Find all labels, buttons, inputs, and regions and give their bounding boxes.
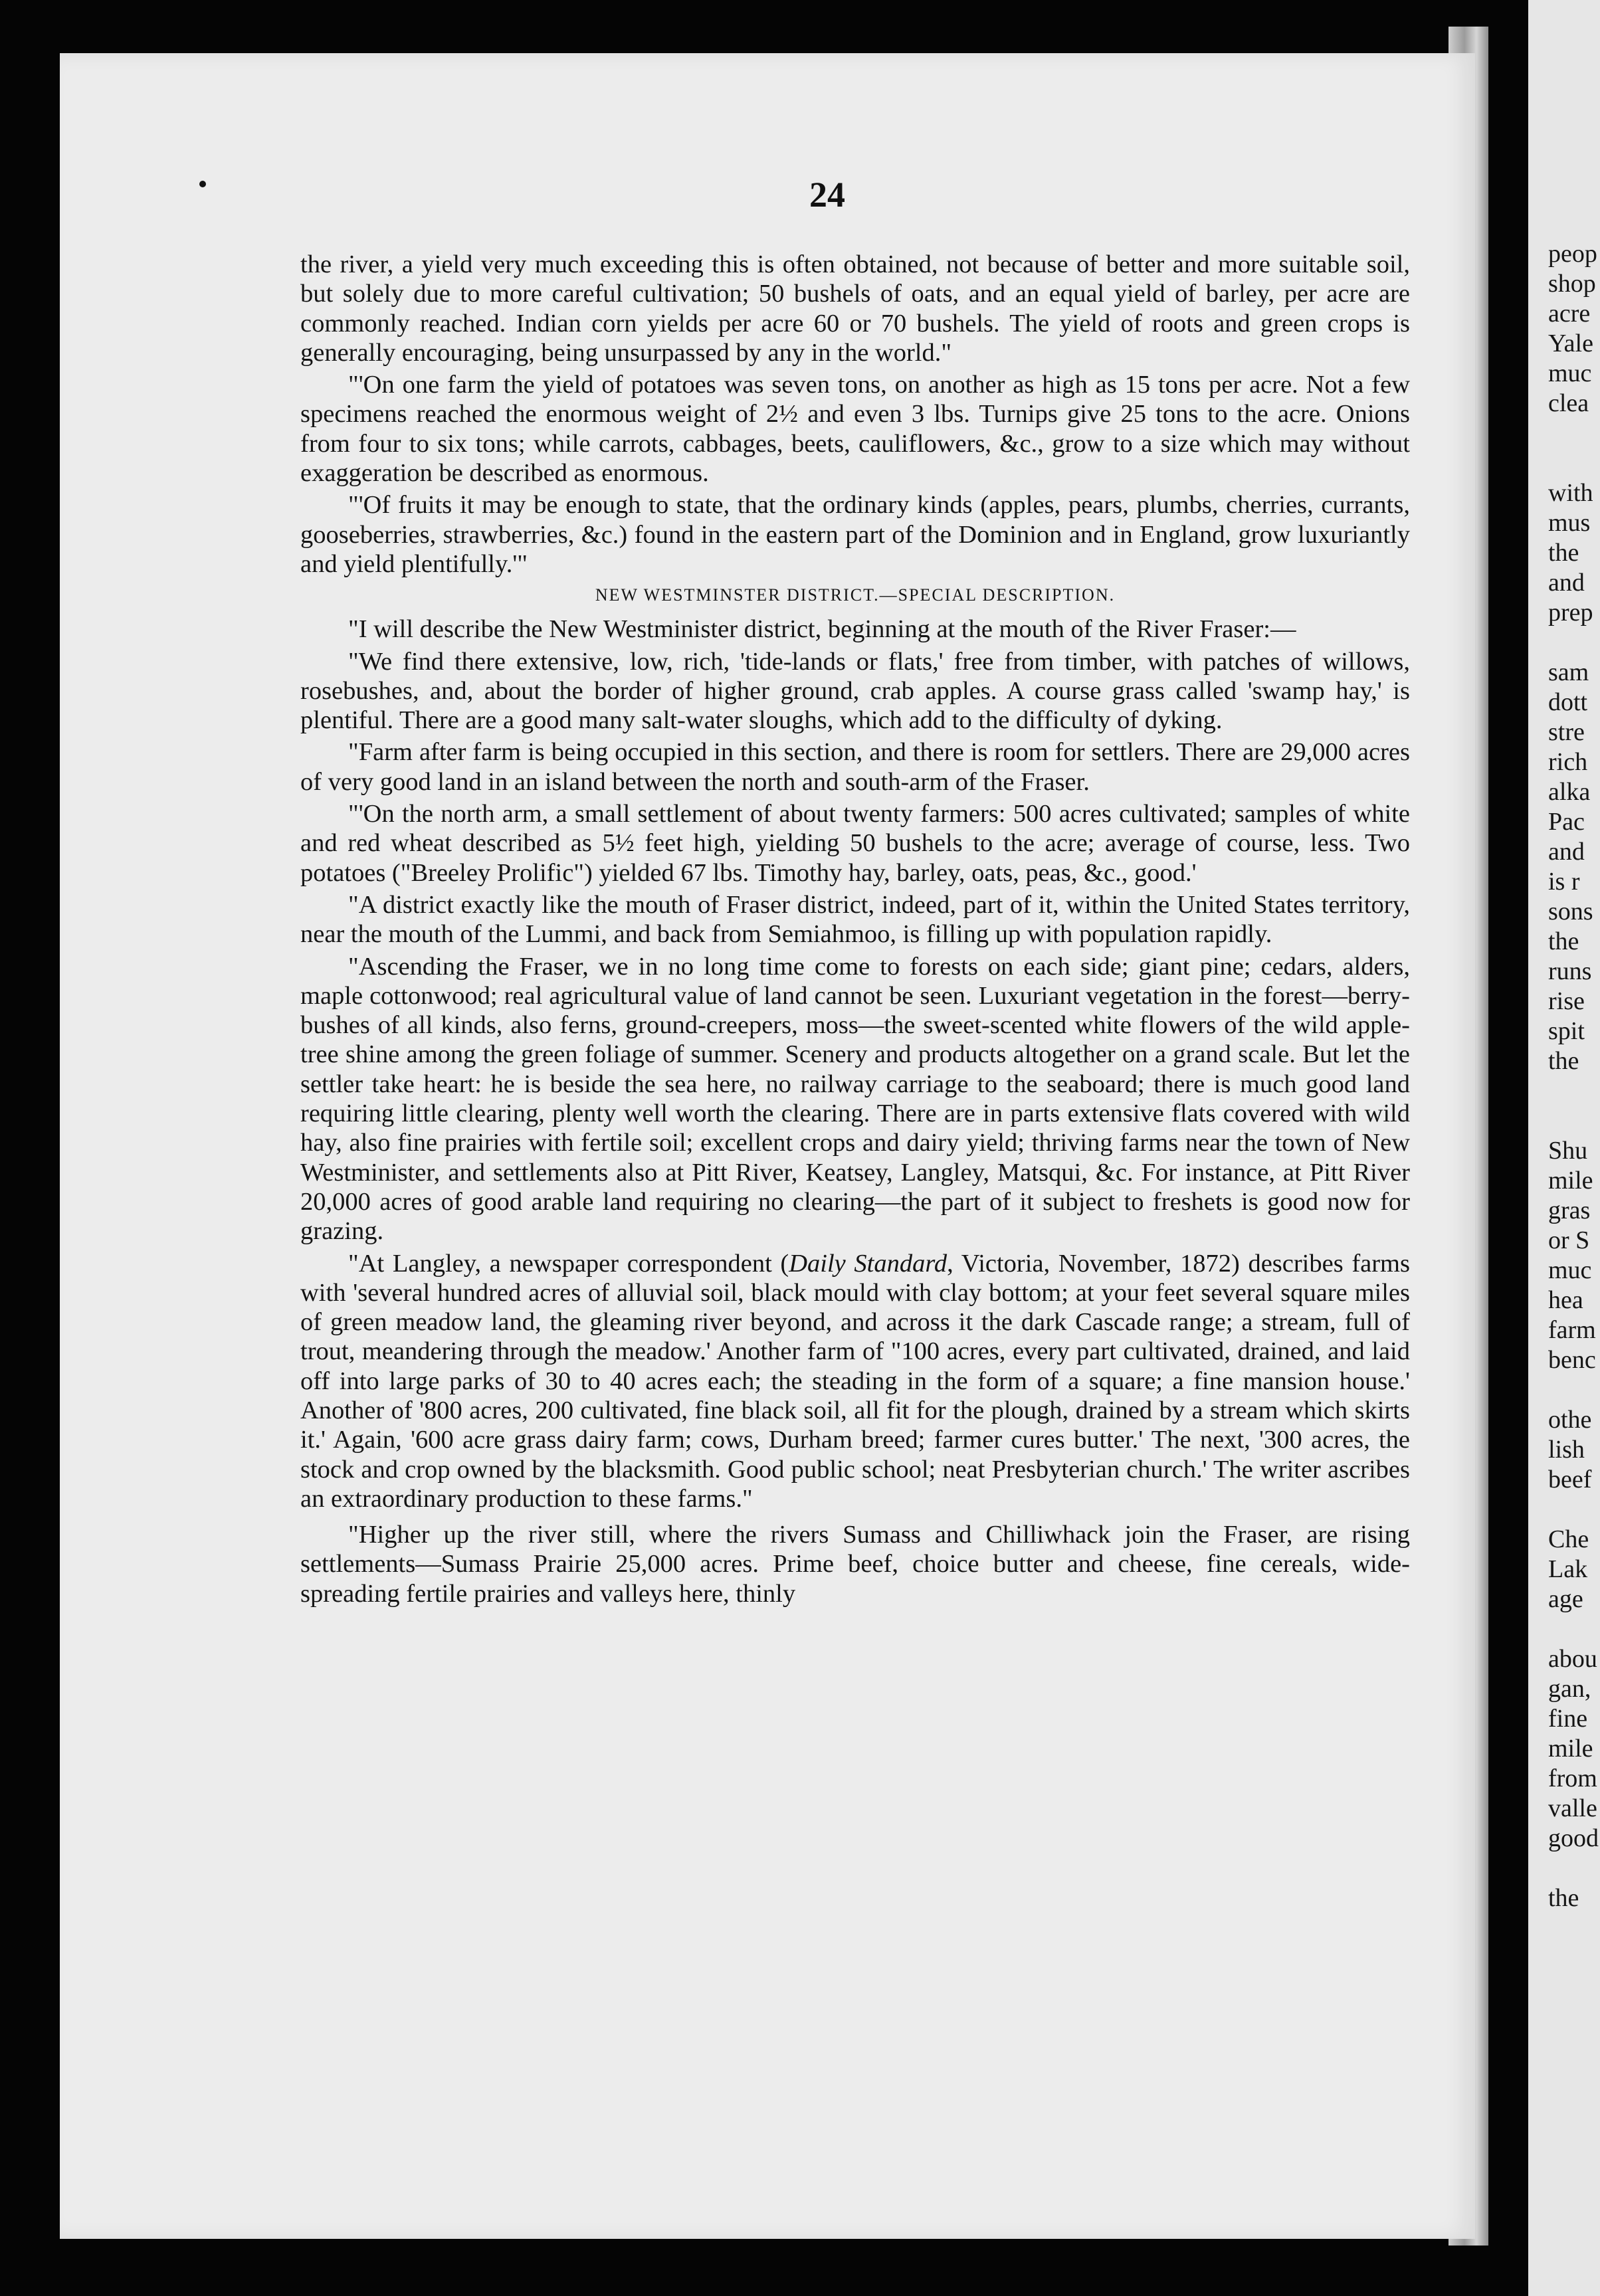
facing-page-fragment: acre xyxy=(1548,300,1591,328)
facing-page-fragment: mile xyxy=(1548,1735,1593,1763)
facing-page-fragment: gras xyxy=(1548,1196,1591,1224)
facing-page-fragment xyxy=(1548,1854,1600,1883)
facing-page-fragment: farm xyxy=(1548,1316,1596,1344)
body-paragraph: "Higher up the river still, where the rivers Sumass and Chilliwhack join the Fraser, are rising settlements—Sumass Prairie 25,000 acres. Prime beef, choice butter and cheese, fine cereals, wide-spreading fertile prairies and valleys here, thinly xyxy=(300,1521,1410,1608)
body-paragraph: "'On one farm the yield of potatoes was seven tons, on another as high as 15 tons per acre. Not a few specimens reached the enormous weight of 2½ and even 3 lbs. Turnips give 25 tons to the acre. Onions from four to six tons; while carrots, cabbages, beets, cauliflowers, &c., grow to a size which may without exaggeration be described as enormous. xyxy=(300,371,1410,488)
facing-page-fragment: stre xyxy=(1548,718,1585,746)
facing-page-fragment: the xyxy=(1548,1884,1579,1912)
facing-page-fragment: Pac xyxy=(1548,808,1585,836)
body-paragraph: "'On the north arm, a small settlement of about twenty farmers: 500 acres cultivated; samples of white and red wheat described as 5½ feet high, yielding 50 bushels to the acre; average of course, less. Two potatoes ("Breeley Prolific") yielded 67 lbs. Timothy hay, barley, oats, peas, &c., good.' xyxy=(300,800,1410,887)
facing-page-fragment: Che xyxy=(1548,1525,1589,1553)
facing-page-fragment: alka xyxy=(1548,778,1591,806)
facing-page-fragment: from xyxy=(1548,1765,1597,1792)
page-number: 24 xyxy=(809,175,845,215)
facing-page-fragment: beef xyxy=(1548,1466,1592,1493)
facing-page-fragment: and xyxy=(1548,838,1585,866)
facing-page-fragment: sam xyxy=(1548,658,1589,686)
facing-page-fragment xyxy=(1548,1375,1600,1405)
facing-page-fragment: rich xyxy=(1548,748,1588,776)
facing-page-fragment: valle xyxy=(1548,1794,1597,1822)
body-paragraph: "Ascending the Fraser, we in no long time come to forests on each side; giant pine; cedars, alders, maple cottonwood; real agricultural value of land cannot be seen. Luxuriant vegetation in the forest—berry-bushes of all kinds, also ferns, ground-creepers, moss—the sweet-scented white flowers of the wild apple-tree shine among the green foliage of summer. Scenery and products altogether on a grand scale. But let the settler take heart: he is beside the sea here, no railway carriage to the seaboard; there is much good land requiring little clearing, plenty well worth the clearing. There are in parts extensive flats covered with wild hay, also fine prairies with fertile soil; excellent crops and dairy yield; thriving farms near the town of New Westminister, and settlements also at Pitt River, Keatsey, Langley, Matsqui, &c. For instance, at Pitt River 20,000 acres of good arable land requiring no clearing—the part of it subject to freshets is good now for grazing. xyxy=(300,952,1410,1246)
text-run: "At Langley, a newspaper correspondent ( xyxy=(348,1249,789,1278)
facing-page-fragment: with xyxy=(1548,479,1593,507)
newspaper-title: Daily Standard xyxy=(789,1249,948,1278)
facing-page-fragment: good xyxy=(1548,1824,1599,1852)
body-paragraph: "I will describe the New Westminister district, beginning at the mouth of the River Fraser:— xyxy=(348,615,1296,644)
facing-page-fragment: prep xyxy=(1548,599,1593,626)
facing-page-fragment xyxy=(1548,448,1600,478)
facing-page-fragment: Shu xyxy=(1548,1137,1588,1165)
body-paragraph: the river, a yield very much exceeding this is often obtained, not because of better and more suitable soil, but solely due to more careful cultivation; 50 bushels of oats, and an equal yield of barley, per acre are commonly reached. Indian corn yields per acre 60 or 70 bushels. The yield of roots and green crops is generally encouraging, being unsurpassed by any in the world." xyxy=(300,250,1410,367)
facing-page-fragment: othe xyxy=(1548,1406,1592,1434)
facing-page-fragment: benc xyxy=(1548,1346,1596,1374)
fragment-gap xyxy=(1548,1106,1600,1136)
facing-page-fragment: or S xyxy=(1548,1226,1590,1254)
facing-page-fragment: rise xyxy=(1548,987,1585,1015)
facing-page-fragment: shop xyxy=(1548,270,1596,298)
facing-page-fragment xyxy=(1548,628,1600,658)
section-heading: NEW WESTMINSTER DISTRICT.—SPECIAL DESCRIPTION. xyxy=(595,585,1116,605)
body-paragraph: "We find there extensive, low, rich, 'tide-lands or flats,' free from timber, with patches of willows, rosebushes, and, about the border of higher ground, crab apples. A course grass called 'swamp hay,' is plentiful. There are a good many salt-water sloughs, which add to the difficulty of dyking. xyxy=(300,647,1410,735)
body-paragraph: "A district exactly like the mouth of Fraser district, indeed, part of it, within the United States territory, near the mouth of the Lummi, and back from Semiahmoo, is filling up with population rapidly. xyxy=(300,890,1410,949)
text-run: , Victoria, November, 1872) describes farms with 'several hundred acres of alluvial soil, black mould with clay bottom; at your feet several square miles of green meadow land, the gleaming river beyond, and across it the dark Cascade range; a stream, full of trout, meandering through the meadow.' Another farm of "100 acres, every part cultivated, drained, and laid off into large parks of 30 to 40 acres each; the steading in the form of a square; a fine mansion house.' Another of '800 acres, 200 cultivated, fine black soil, all fit for the plough, drained by a stream which skirts it.' Again, '600 acre grass dairy farm; cows, Durham breed; farmer cures butter.' The next, '300 acres, the stock and crop owned by the blacksmith. Good public school; neat Presbyterian church.' The writer ascribes an extraordinary production to these farms." xyxy=(300,1249,1410,1513)
facing-page-fragment: sons xyxy=(1548,898,1593,925)
facing-page-fragment: clea xyxy=(1548,389,1589,417)
facing-page-fragment: fine xyxy=(1548,1705,1588,1733)
body-paragraph: "Farm after farm is being occupied in this section, and there is room for settlers. There are 29,000 acres of very good land in an island between the north and south-arm of the Fraser. xyxy=(300,738,1410,796)
facing-page-fragment: and xyxy=(1548,569,1585,597)
page-body xyxy=(300,250,1410,1615)
facing-page-fragment: dott xyxy=(1548,688,1588,716)
facing-page-fragment: lish xyxy=(1548,1436,1585,1464)
facing-page-fragment: the xyxy=(1548,1047,1579,1075)
facing-page-fragment: mile xyxy=(1548,1167,1593,1195)
facing-page-fragment: peop xyxy=(1548,240,1597,268)
facing-page-fragment xyxy=(1548,419,1600,448)
facing-page-fragment: Lak xyxy=(1548,1555,1588,1583)
facing-page-text-fragments xyxy=(1548,239,1600,1913)
facing-page-fragment: mus xyxy=(1548,509,1591,537)
body-paragraph: "'Of fruits it may be enough to state, that the ordinary kinds (apples, pears, plumbs, cherries, currants, gooseberries, strawberries, &c.) found in the eastern part of the Dominion and in England, grow luxuriantly and yield plentifully.'" xyxy=(300,491,1410,578)
facing-page-fragment: the xyxy=(1548,927,1579,955)
facing-page-fragment: abou xyxy=(1548,1645,1597,1673)
facing-page-fragment: is r xyxy=(1548,868,1580,896)
facing-page-fragment: age xyxy=(1548,1585,1583,1613)
facing-page-fragment: muc xyxy=(1548,359,1592,387)
facing-page-fragment: muc xyxy=(1548,1256,1592,1284)
facing-page-fragment: runs xyxy=(1548,957,1592,985)
body-paragraph-langley xyxy=(300,1249,1410,1514)
ink-speck xyxy=(199,181,206,187)
facing-page-fragment: the xyxy=(1548,539,1579,567)
facing-page-fragment: hea xyxy=(1548,1286,1583,1314)
facing-page-fragment xyxy=(1548,1495,1600,1525)
facing-page-fragment: spit xyxy=(1548,1017,1585,1045)
facing-page-fragment: Yale xyxy=(1548,330,1593,357)
fragment-gap xyxy=(1548,1076,1600,1106)
facing-page-fragment: gan, xyxy=(1548,1675,1591,1703)
facing-page-fragment xyxy=(1548,1614,1600,1644)
